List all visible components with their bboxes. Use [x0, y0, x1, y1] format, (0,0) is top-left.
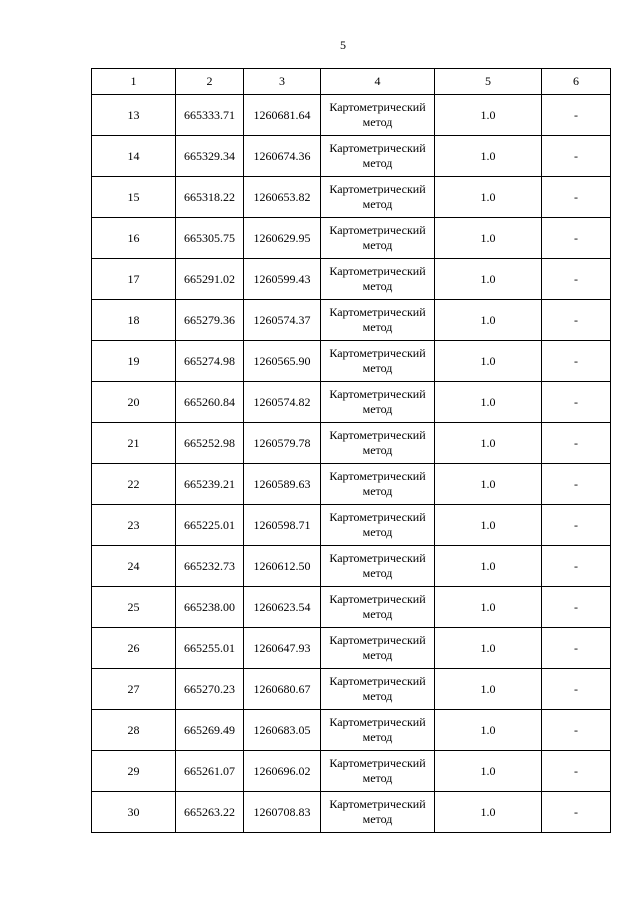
point-number-cell: 26 [92, 628, 176, 669]
note-cell: - [542, 792, 611, 833]
method-cell: Картометрический метод [321, 464, 435, 505]
accuracy-cell: 1.0 [435, 792, 542, 833]
method-cell: Картометрический метод [321, 423, 435, 464]
method-cell: Картометрический метод [321, 341, 435, 382]
table-row [92, 505, 611, 546]
note-cell: - [542, 710, 611, 751]
method-cell: Картометрический метод [321, 300, 435, 341]
note-cell: - [542, 587, 611, 628]
table-row [92, 423, 611, 464]
y-coordinate-cell: 1260579.78 [244, 423, 321, 464]
note-cell: - [542, 628, 611, 669]
point-number-cell: 27 [92, 669, 176, 710]
column-header: 2 [176, 69, 244, 95]
x-coordinate-cell: 665279.36 [176, 300, 244, 341]
note-cell: - [542, 300, 611, 341]
y-coordinate-cell: 1260574.37 [244, 300, 321, 341]
note-cell: - [542, 423, 611, 464]
method-cell: Картометрический метод [321, 218, 435, 259]
point-number-cell: 18 [92, 300, 176, 341]
point-number-cell: 24 [92, 546, 176, 587]
x-coordinate-cell: 665291.02 [176, 259, 244, 300]
accuracy-cell: 1.0 [435, 341, 542, 382]
y-coordinate-cell: 1260589.63 [244, 464, 321, 505]
accuracy-cell: 1.0 [435, 136, 542, 177]
x-coordinate-cell: 665274.98 [176, 341, 244, 382]
table-row [92, 136, 611, 177]
note-cell: - [542, 95, 611, 136]
accuracy-cell: 1.0 [435, 505, 542, 546]
table-body [92, 95, 611, 833]
table-row [92, 587, 611, 628]
point-number-cell: 14 [92, 136, 176, 177]
point-number-cell: 19 [92, 341, 176, 382]
y-coordinate-cell: 1260680.67 [244, 669, 321, 710]
accuracy-cell: 1.0 [435, 259, 542, 300]
accuracy-cell: 1.0 [435, 382, 542, 423]
y-coordinate-cell: 1260599.43 [244, 259, 321, 300]
table-row [92, 218, 611, 259]
note-cell: - [542, 505, 611, 546]
note-cell: - [542, 751, 611, 792]
table-row [92, 546, 611, 587]
note-cell: - [542, 177, 611, 218]
x-coordinate-cell: 665263.22 [176, 792, 244, 833]
point-number-cell: 28 [92, 710, 176, 751]
column-header: 6 [542, 69, 611, 95]
method-cell: Картометрический метод [321, 628, 435, 669]
accuracy-cell: 1.0 [435, 423, 542, 464]
accuracy-cell: 1.0 [435, 546, 542, 587]
point-number-cell: 22 [92, 464, 176, 505]
accuracy-cell: 1.0 [435, 300, 542, 341]
point-number-cell: 20 [92, 382, 176, 423]
table-row [92, 792, 611, 833]
y-coordinate-cell: 1260565.90 [244, 341, 321, 382]
method-cell: Картометрический метод [321, 136, 435, 177]
table-row [92, 464, 611, 505]
accuracy-cell: 1.0 [435, 218, 542, 259]
note-cell: - [542, 259, 611, 300]
method-cell: Картометрический метод [321, 505, 435, 546]
y-coordinate-cell: 1260647.93 [244, 628, 321, 669]
x-coordinate-cell: 665261.07 [176, 751, 244, 792]
note-cell: - [542, 464, 611, 505]
method-cell: Картометрический метод [321, 546, 435, 587]
method-cell: Картометрический метод [321, 259, 435, 300]
x-coordinate-cell: 665305.75 [176, 218, 244, 259]
accuracy-cell: 1.0 [435, 710, 542, 751]
point-number-cell: 29 [92, 751, 176, 792]
table-row [92, 628, 611, 669]
y-coordinate-cell: 1260683.05 [244, 710, 321, 751]
method-cell: Картометрический метод [321, 669, 435, 710]
method-cell: Картометрический метод [321, 177, 435, 218]
accuracy-cell: 1.0 [435, 464, 542, 505]
point-number-cell: 16 [92, 218, 176, 259]
method-cell: Картометрический метод [321, 95, 435, 136]
column-header: 3 [244, 69, 321, 95]
coordinates-table [91, 68, 611, 833]
method-cell: Картометрический метод [321, 382, 435, 423]
accuracy-cell: 1.0 [435, 95, 542, 136]
table-row [92, 751, 611, 792]
note-cell: - [542, 218, 611, 259]
table-row [92, 300, 611, 341]
x-coordinate-cell: 665225.01 [176, 505, 244, 546]
y-coordinate-cell: 1260681.64 [244, 95, 321, 136]
x-coordinate-cell: 665255.01 [176, 628, 244, 669]
y-coordinate-cell: 1260598.71 [244, 505, 321, 546]
y-coordinate-cell: 1260574.82 [244, 382, 321, 423]
point-number-cell: 21 [92, 423, 176, 464]
x-coordinate-cell: 665270.23 [176, 669, 244, 710]
note-cell: - [542, 669, 611, 710]
column-header: 4 [321, 69, 435, 95]
y-coordinate-cell: 1260612.50 [244, 546, 321, 587]
note-cell: - [542, 546, 611, 587]
y-coordinate-cell: 1260674.36 [244, 136, 321, 177]
y-coordinate-cell: 1260708.83 [244, 792, 321, 833]
accuracy-cell: 1.0 [435, 628, 542, 669]
note-cell: - [542, 136, 611, 177]
method-cell: Картометрический метод [321, 792, 435, 833]
table-header-row [92, 69, 611, 95]
accuracy-cell: 1.0 [435, 751, 542, 792]
accuracy-cell: 1.0 [435, 177, 542, 218]
note-cell: - [542, 382, 611, 423]
note-cell: - [542, 341, 611, 382]
point-number-cell: 25 [92, 587, 176, 628]
x-coordinate-cell: 665260.84 [176, 382, 244, 423]
table-row [92, 669, 611, 710]
y-coordinate-cell: 1260696.02 [244, 751, 321, 792]
x-coordinate-cell: 665239.21 [176, 464, 244, 505]
method-cell: Картометрический метод [321, 710, 435, 751]
table-row [92, 382, 611, 423]
x-coordinate-cell: 665269.49 [176, 710, 244, 751]
accuracy-cell: 1.0 [435, 669, 542, 710]
x-coordinate-cell: 665333.71 [176, 95, 244, 136]
y-coordinate-cell: 1260629.95 [244, 218, 321, 259]
y-coordinate-cell: 1260623.54 [244, 587, 321, 628]
accuracy-cell: 1.0 [435, 587, 542, 628]
table-row [92, 177, 611, 218]
x-coordinate-cell: 665238.00 [176, 587, 244, 628]
point-number-cell: 17 [92, 259, 176, 300]
table-row [92, 710, 611, 751]
column-header: 5 [435, 69, 542, 95]
table-row [92, 95, 611, 136]
x-coordinate-cell: 665318.22 [176, 177, 244, 218]
point-number-cell: 30 [92, 792, 176, 833]
point-number-cell: 15 [92, 177, 176, 218]
y-coordinate-cell: 1260653.82 [244, 177, 321, 218]
table-row [92, 259, 611, 300]
column-header: 1 [92, 69, 176, 95]
x-coordinate-cell: 665252.98 [176, 423, 244, 464]
x-coordinate-cell: 665232.73 [176, 546, 244, 587]
page-number: 5 [340, 38, 346, 52]
point-number-cell: 23 [92, 505, 176, 546]
point-number-cell: 13 [92, 95, 176, 136]
table-row [92, 341, 611, 382]
method-cell: Картометрический метод [321, 751, 435, 792]
method-cell: Картометрический метод [321, 587, 435, 628]
x-coordinate-cell: 665329.34 [176, 136, 244, 177]
